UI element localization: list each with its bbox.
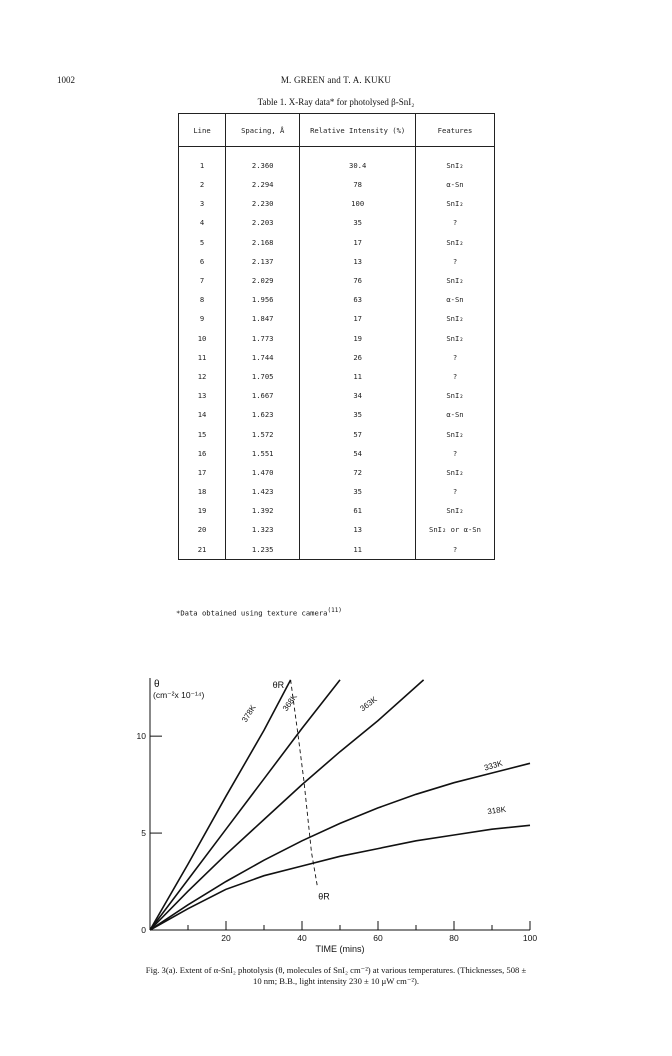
cell-features: α-Sn [415, 290, 494, 309]
photolysis-chart [0, 660, 672, 960]
column-header-spacing: Spacing, Å [226, 114, 300, 147]
x-tick-label: 40 [297, 933, 307, 943]
cell-spacing: 2.360 [226, 147, 300, 176]
x-tick-label: 100 [522, 933, 538, 943]
table-row [179, 175, 495, 194]
cell-features: ? [415, 482, 494, 501]
cell-features: SnI₂ [415, 194, 494, 213]
cell-line: 13 [179, 386, 226, 405]
cell-spacing: 1.847 [226, 309, 300, 328]
cell-features: SnI₂ [415, 463, 494, 482]
series-label-368k: 368K [280, 692, 299, 713]
theta-r-label-top: θR [272, 679, 285, 690]
footnote-reference: (11) [327, 607, 342, 614]
cell-line: 1 [179, 147, 226, 176]
y-tick-label: 0 [141, 925, 146, 935]
series-line-363k [150, 680, 424, 930]
cell-line: 16 [179, 444, 226, 463]
cell-spacing: 1.667 [226, 386, 300, 405]
cell-features: ? [415, 348, 494, 367]
cell-features: ? [415, 444, 494, 463]
cell-spacing: 1.423 [226, 482, 300, 501]
series-line-333k [150, 763, 530, 930]
cell-features: SnI₂ [415, 329, 494, 348]
cell-features: α-Sn [415, 405, 494, 424]
cell-spacing: 1.323 [226, 520, 300, 539]
cell-intensity: 26 [300, 348, 416, 367]
x-tick-label: 60 [373, 933, 383, 943]
cell-intensity: 78 [300, 175, 416, 194]
cell-spacing: 1.956 [226, 290, 300, 309]
series-label-363k: 363K [358, 694, 379, 714]
cell-line: 10 [179, 329, 226, 348]
column-header-line: Line [179, 114, 226, 147]
cell-spacing: 1.623 [226, 405, 300, 424]
table-row [179, 329, 495, 348]
cell-features: SnI₂ or α-Sn [415, 520, 494, 539]
column-header-features: Features [415, 114, 494, 147]
running-head: M. GREEN and T. A. KUKU [280, 75, 392, 85]
cell-intensity: 34 [300, 386, 416, 405]
column-header-intensity: Relative Intensity (%) [300, 114, 416, 147]
cell-intensity: 35 [300, 213, 416, 232]
table-row [179, 444, 495, 463]
cell-spacing: 1.551 [226, 444, 300, 463]
cell-features: SnI₂ [415, 386, 494, 405]
cell-spacing: 2.203 [226, 213, 300, 232]
table-row [179, 309, 495, 328]
cell-intensity: 17 [300, 233, 416, 252]
figure-caption [96, 965, 576, 987]
cell-line: 9 [179, 309, 226, 328]
table-row [179, 520, 495, 539]
table-row [179, 367, 495, 386]
cell-line: 7 [179, 271, 226, 290]
cell-spacing: 2.137 [226, 252, 300, 271]
cell-line: 4 [179, 213, 226, 232]
cell-features: ? [415, 540, 494, 560]
series-label-318k: 318K [486, 804, 507, 817]
cell-features: SnI₂ [415, 233, 494, 252]
table-row [179, 348, 495, 367]
cell-spacing: 1.392 [226, 501, 300, 520]
table-row [179, 213, 495, 232]
cell-line: 20 [179, 520, 226, 539]
cell-line: 3 [179, 194, 226, 213]
cell-intensity: 17 [300, 309, 416, 328]
cell-intensity: 54 [300, 444, 416, 463]
cell-spacing: 1.470 [226, 463, 300, 482]
table-row [179, 463, 495, 482]
y-tick-label: 10 [136, 731, 146, 742]
cell-features: ? [415, 252, 494, 271]
table-row [179, 424, 495, 443]
cell-intensity: 76 [300, 271, 416, 290]
cell-line: 5 [179, 233, 226, 252]
cell-spacing: 1.773 [226, 329, 300, 348]
cell-features: α-Sn [415, 175, 494, 194]
cell-intensity: 35 [300, 482, 416, 501]
cell-features: ? [415, 213, 494, 232]
x-tick-label: 80 [449, 933, 459, 943]
table-row [179, 405, 495, 424]
table-row [179, 501, 495, 520]
series-label-378k: 378K [240, 703, 258, 724]
cell-intensity: 100 [300, 194, 416, 213]
x-axis-title: TIME (mins) [315, 944, 365, 954]
y-tick-label: 5 [141, 828, 146, 839]
table-row [179, 194, 495, 213]
cell-line: 11 [179, 348, 226, 367]
table-row [179, 271, 495, 290]
cell-spacing: 1.572 [226, 424, 300, 443]
cell-features: SnI₂ [415, 424, 494, 443]
footnote-text: *Data obtained using texture camera [176, 608, 328, 618]
table-row [179, 233, 495, 252]
cell-spacing: 1.705 [226, 367, 300, 386]
cell-line: 15 [179, 424, 226, 443]
table-header-row [179, 114, 495, 147]
cell-spacing: 1.235 [226, 540, 300, 560]
table-row [179, 482, 495, 501]
cell-features: SnI₂ [415, 501, 494, 520]
cell-line: 12 [179, 367, 226, 386]
cell-spacing: 2.168 [226, 233, 300, 252]
cell-intensity: 35 [300, 405, 416, 424]
figure-3a [0, 660, 672, 960]
cell-intensity: 11 [300, 540, 416, 560]
table-body [179, 147, 495, 560]
cell-features: SnI₂ [415, 147, 494, 176]
cell-line: 17 [179, 463, 226, 482]
cell-intensity: 13 [300, 520, 416, 539]
y-axis-units: (cm⁻²x 10⁻¹⁴) [153, 690, 205, 700]
xray-data-table [178, 113, 495, 560]
series-line-318k [150, 825, 530, 930]
table-row [179, 147, 495, 176]
cell-intensity: 13 [300, 252, 416, 271]
table-row [179, 252, 495, 271]
cell-intensity: 11 [300, 367, 416, 386]
cell-line: 6 [179, 252, 226, 271]
page-number: 1002 [57, 75, 75, 85]
series-label-333k: 333K [483, 758, 504, 773]
cell-intensity: 30.4 [300, 147, 416, 176]
table-caption: Table 1. X-Ray data* for photolysed β-SnI₂ [257, 97, 415, 107]
cell-line: 14 [179, 405, 226, 424]
cell-spacing: 1.744 [226, 348, 300, 367]
cell-intensity: 61 [300, 501, 416, 520]
cell-line: 8 [179, 290, 226, 309]
table-row [179, 540, 495, 560]
cell-features: SnI₂ [415, 309, 494, 328]
cell-line: 2 [179, 175, 226, 194]
x-tick-label: 20 [221, 933, 231, 943]
cell-features: ? [415, 367, 494, 386]
cell-line: 18 [179, 482, 226, 501]
cell-features: SnI₂ [415, 271, 494, 290]
table-row [179, 386, 495, 405]
cell-intensity: 57 [300, 424, 416, 443]
cell-spacing: 2.294 [226, 175, 300, 194]
theta-r-label-bottom: θR [318, 891, 330, 902]
cell-spacing: 2.029 [226, 271, 300, 290]
table-footnote [176, 607, 342, 617]
y-axis-symbol: θ [154, 679, 160, 690]
cell-spacing: 2.230 [226, 194, 300, 213]
cell-intensity: 72 [300, 463, 416, 482]
cell-line: 21 [179, 540, 226, 560]
cell-intensity: 19 [300, 329, 416, 348]
figure-caption-line-1: Fig. 3(a). Extent of α-SnI₂ photolysis (θ, molecules of SnI₂ cm⁻²) at various temperatures. (Thicknesses, 508 ± [145, 965, 527, 975]
cell-intensity: 63 [300, 290, 416, 309]
figure-caption-line-2: 10 nm; B.B., light intensity 230 ± 10 μW cm⁻²). [253, 976, 419, 986]
cell-line: 19 [179, 501, 226, 520]
table-row [179, 290, 495, 309]
